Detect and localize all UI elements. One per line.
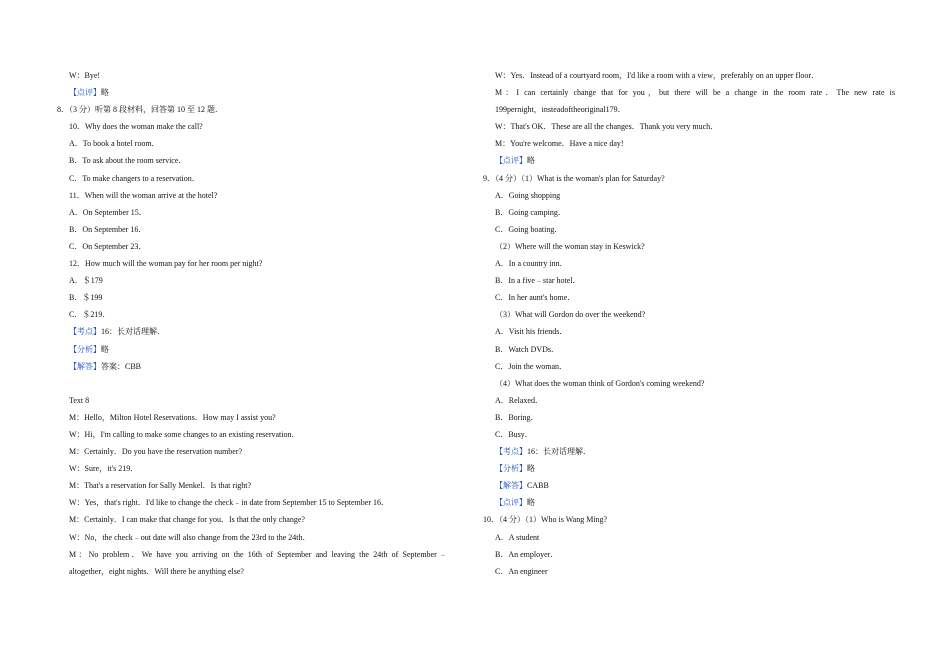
section-tag: 【点评】 (495, 498, 527, 508)
text-line: B．＄199 (69, 293, 103, 303)
text-line: B．To ask about the room service． (69, 156, 187, 166)
section-tag: 【解答】 (69, 361, 101, 371)
text-line: A．Visit his friends． (495, 327, 568, 337)
text-line: W：That's OK．These are all the changes．Thank you very much． (495, 122, 719, 132)
text-line: M：No problem．We have you arriving on the 16th of September and leaving the 24th of September﹣ (69, 549, 447, 559)
section-tag: 【分析】 (69, 344, 101, 354)
text-line: C．On September 23． (69, 241, 147, 251)
text-line: 12．How much will the woman pay for her room per night? (69, 259, 263, 269)
text-line: M：Certainly．I can make that change for you．Is that the only change? (69, 515, 305, 525)
left-column (57, 67, 447, 580)
annotation-line (483, 152, 895, 169)
text-line: A．＄179 (69, 276, 103, 286)
text-line: 11．When will the woman arrive at the hotel? (69, 190, 218, 200)
text-line: W：Bye! (69, 71, 101, 80)
text-line: A．On September 15． (69, 207, 147, 217)
text-line: 199pernight，insteadoftheoriginal179． (495, 105, 626, 115)
text-line: W：Sure，it's 219． (69, 464, 139, 474)
question-heading: 9．（4 分）（1）What is the woman's plan for Saturday? (483, 173, 665, 183)
text-line: C．In her aunt's home． (495, 293, 576, 303)
text-line: （4）What does the woman think of Gordon's coming weekend? (495, 378, 705, 388)
annotation-line (483, 494, 895, 511)
text-line: B．Going camping． (495, 207, 566, 217)
text-line: B．Watch DVDs． (495, 344, 560, 354)
text-line: C．An engineer (495, 566, 548, 576)
text-line: A．Going shopping (495, 190, 561, 200)
section-tag: 【考点】 (69, 327, 101, 337)
text-line: （2）Where will the woman stay in Keswick? (495, 241, 645, 251)
text-line: altogether，eight nights．Will there be anything else? (69, 566, 244, 576)
text-line: M：That's a reservation for Sally Menkel．Is that right? (69, 481, 252, 491)
tag-content: 略 (527, 498, 535, 508)
text-line: W：No，the check﹣out date will also change from the 23rd to the 24th． (69, 532, 311, 542)
section-tag: 【解答】 (495, 481, 527, 491)
text-line: A．In a country inn． (495, 259, 568, 269)
text-line: B．An employer． (495, 549, 559, 559)
text-line: A．To book a hotel room． (69, 139, 160, 149)
annotation-line (57, 84, 447, 101)
tag-content: 略 (527, 156, 535, 166)
text-line: M：I can certainly change that for you，but there will be a change in the room rate．The new rate is (495, 88, 895, 98)
section-tag: 【点评】 (495, 156, 527, 166)
text-line: B．Boring． (495, 412, 539, 422)
text-line: M：Hello，Milton Hotel Reservations．How may I assist you? (69, 412, 276, 422)
text-line: C．Busy． (495, 429, 533, 439)
annotation-line (483, 477, 895, 494)
text-line: W：Yes．Instead of a courtyard room，I'd like a room with a view，preferably on an upper floor． (495, 71, 820, 80)
text-line: B．In a five﹣star hotel． (495, 276, 581, 286)
tag-content: 16：长对话理解． (101, 327, 165, 337)
text-line: M：Certainly．Do you have the reservation number? (69, 447, 243, 457)
text-line: C．＄219． (69, 310, 111, 320)
tag-content: CABB (527, 481, 549, 491)
tag-content: 略 (101, 344, 109, 354)
tag-content: 答案：CBB (101, 361, 142, 371)
section-tag: 【点评】 (69, 88, 101, 98)
tag-content: 16：长对话理解． (527, 447, 591, 457)
text-line: C．Going boating． (495, 224, 563, 234)
text-line: W：Yes，that's right．I'd like to change the check﹣in date from September 15 to September 16． (69, 498, 389, 508)
text-line: C．Join the woman． (495, 361, 567, 371)
text-line: A．Relaxed． (495, 395, 543, 405)
section-tag: 【考点】 (495, 447, 527, 457)
question-heading: 10．（4 分）（1）Who is Wang Ming? (483, 515, 608, 525)
text-line: （3）What will Gordon do over the weekend? (495, 310, 646, 320)
text-line: B．On September 16． (69, 224, 147, 234)
text-line: A．A student (495, 532, 540, 542)
right-column (483, 67, 895, 580)
section-tag: 【分析】 (495, 464, 527, 474)
spacer (57, 375, 447, 392)
question-heading: 8．（3 分）听第 8 段材料，回答第 10 至 12 题． (57, 105, 223, 115)
tag-content: 略 (527, 464, 535, 474)
text-line: 10．Why does the woman make the call? (69, 122, 203, 132)
annotation-line (483, 443, 895, 460)
text-line: W：Hi，I'm calling to make some changes to an existing reservation． (69, 429, 300, 439)
annotation-line (57, 358, 447, 375)
text-line: M：You're welcome．Have a nice day! (495, 139, 624, 149)
annotation-line (483, 460, 895, 477)
text-line: C．To make changers to a reservation． (69, 173, 200, 183)
annotation-line (57, 323, 447, 340)
text-line: Text 8 (69, 395, 90, 405)
tag-content: 略 (101, 88, 109, 98)
annotation-line (57, 341, 447, 358)
